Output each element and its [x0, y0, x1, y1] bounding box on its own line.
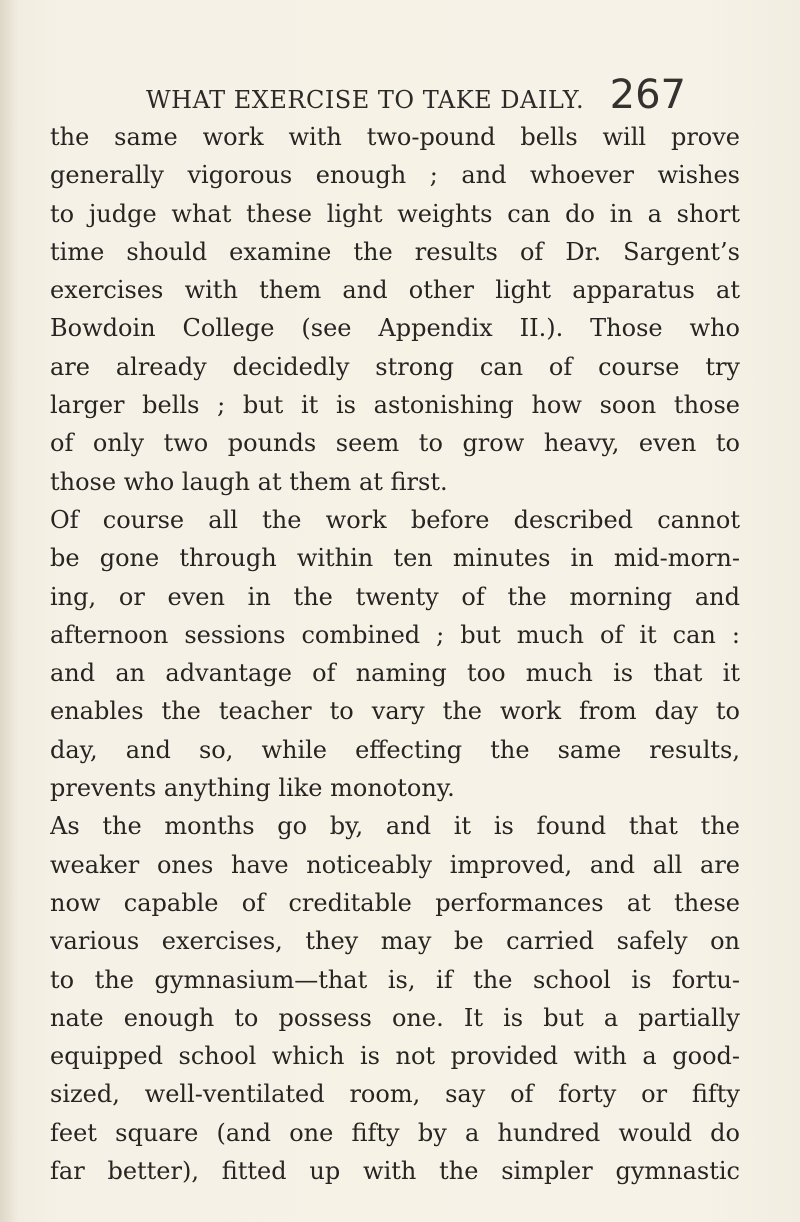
text-line: far better), fitted up with the simpler gymnastic	[50, 1157, 740, 1186]
text-line: afternoon sessions combined ; but much of it can :	[50, 620, 740, 649]
text-line: prevents anything like monotony.	[50, 774, 455, 803]
text-line: Of course all the work before described cannot	[50, 505, 740, 534]
text-line: nate enough to possess one. It is but a partially	[50, 1003, 740, 1032]
text-line: and an advantage of naming too much is that it	[50, 659, 740, 688]
page-header	[146, 72, 686, 124]
text-line: weaker ones have noticeably improved, and all are	[50, 850, 740, 879]
text-line: various exercises, they may be carried safely on	[50, 927, 740, 956]
text-line: enables the teacher to vary the work from day to	[50, 697, 740, 726]
text-line: are already decidedly strong can of course try	[50, 352, 740, 381]
running-head: WHAT EXERCISE TO TAKE DAILY.	[146, 86, 585, 114]
text-line: be gone through within ten minutes in mid-morn-	[50, 544, 740, 573]
text-line: sized, well-ventilated room, say of forty or fifty	[50, 1080, 740, 1109]
text-line: equipped school which is not provided with a good-	[50, 1042, 740, 1071]
text-line: Bowdoin College (see Appendix II.). Those who	[50, 314, 740, 343]
text-line: to the gymnasium—that is, if the school is fortu-	[50, 965, 740, 994]
text-line: those who laugh at them at first.	[50, 467, 448, 496]
page-edge-shadow	[0, 0, 18, 1222]
text-line: now capable of creditable performances at these	[50, 888, 740, 917]
text-line: to judge what these light weights can do in a short	[50, 199, 740, 228]
text-line: exercises with them and other light apparatus at	[50, 276, 740, 305]
text-line: of only two pounds seem to grow heavy, even to	[50, 429, 740, 458]
body-text	[50, 118, 740, 1190]
text-line: generally vigorous enough ; and whoever wishes	[50, 161, 740, 190]
text-line: the same work with two-pound bells will prove	[50, 123, 740, 151]
text-line: day, and so, while effecting the same results,	[50, 735, 740, 764]
page-number: 267	[609, 72, 686, 118]
text-line: ing, or even in the twenty of the morning and	[50, 582, 740, 611]
text-line: feet square (and one fifty by a hundred would do	[50, 1118, 740, 1147]
text-line: larger bells ; but it is astonishing how soon those	[50, 391, 740, 420]
text-line: As the months go by, and it is found that the	[50, 812, 740, 841]
text-line: time should examine the results of Dr. Sargent’s	[50, 237, 740, 266]
